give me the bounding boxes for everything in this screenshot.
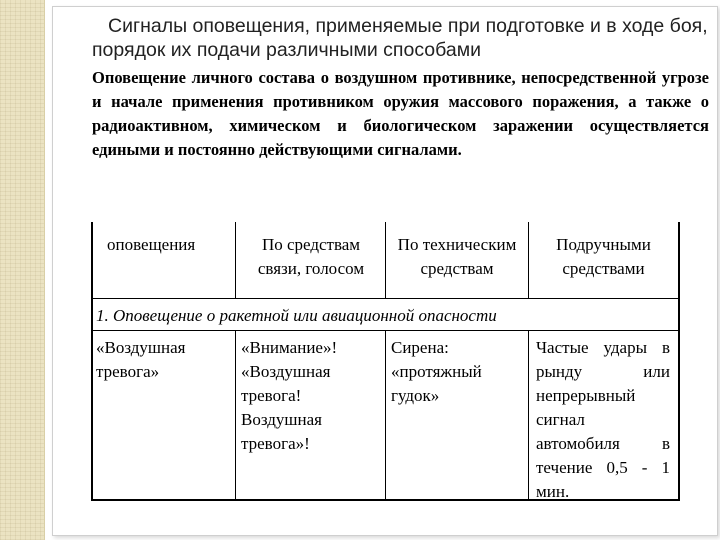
row-col1-signal: «Воздушная тревога» — [96, 338, 186, 381]
col-divider-1-body — [235, 330, 236, 500]
header-col3: По техническим средствам — [397, 235, 517, 278]
col-divider-2-body — [385, 330, 386, 500]
col-divider-1-header — [235, 222, 236, 298]
header-col2: По средствам связи, голосом — [257, 235, 365, 278]
table-border-right — [678, 222, 680, 501]
table-border-left — [91, 222, 93, 501]
signals-table — [91, 222, 680, 501]
section-heading: 1. Оповещение о ракетной или авиационной опасности — [96, 306, 497, 325]
row-col4-improvised: Частые удары в рынду или непрерывный сигнал автомобиля в течение 0,5 - 1 мин. — [536, 338, 670, 501]
page-title: Сигналы оповещения, применяемые при подготовке и в ходе боя, порядок их подачи различными способами — [92, 15, 708, 61]
header-divider — [91, 298, 680, 299]
decorative-sidebar — [0, 0, 45, 540]
row-col2-voice: «Внимание»! «Воздушная тревога! Воздушная тревога»! — [241, 338, 338, 453]
row-col3-technical: Сирена: «протяжный гудок» — [391, 338, 482, 405]
col-divider-3-header — [528, 222, 529, 298]
col-divider-3-body — [528, 330, 529, 500]
header-col4: Подручными средствами — [556, 235, 651, 278]
col-divider-2-header — [385, 222, 386, 298]
intro-paragraph: Оповещение личного состава о воздушном противнике, непосредственной угрозе и начале применения противником оружия массового поражения, а также о радиоактивном, химическом и биологическом заражении осуществляется едиными и постоянно действующими сигналами. — [92, 68, 709, 159]
header-col1: оповещения — [107, 235, 196, 254]
